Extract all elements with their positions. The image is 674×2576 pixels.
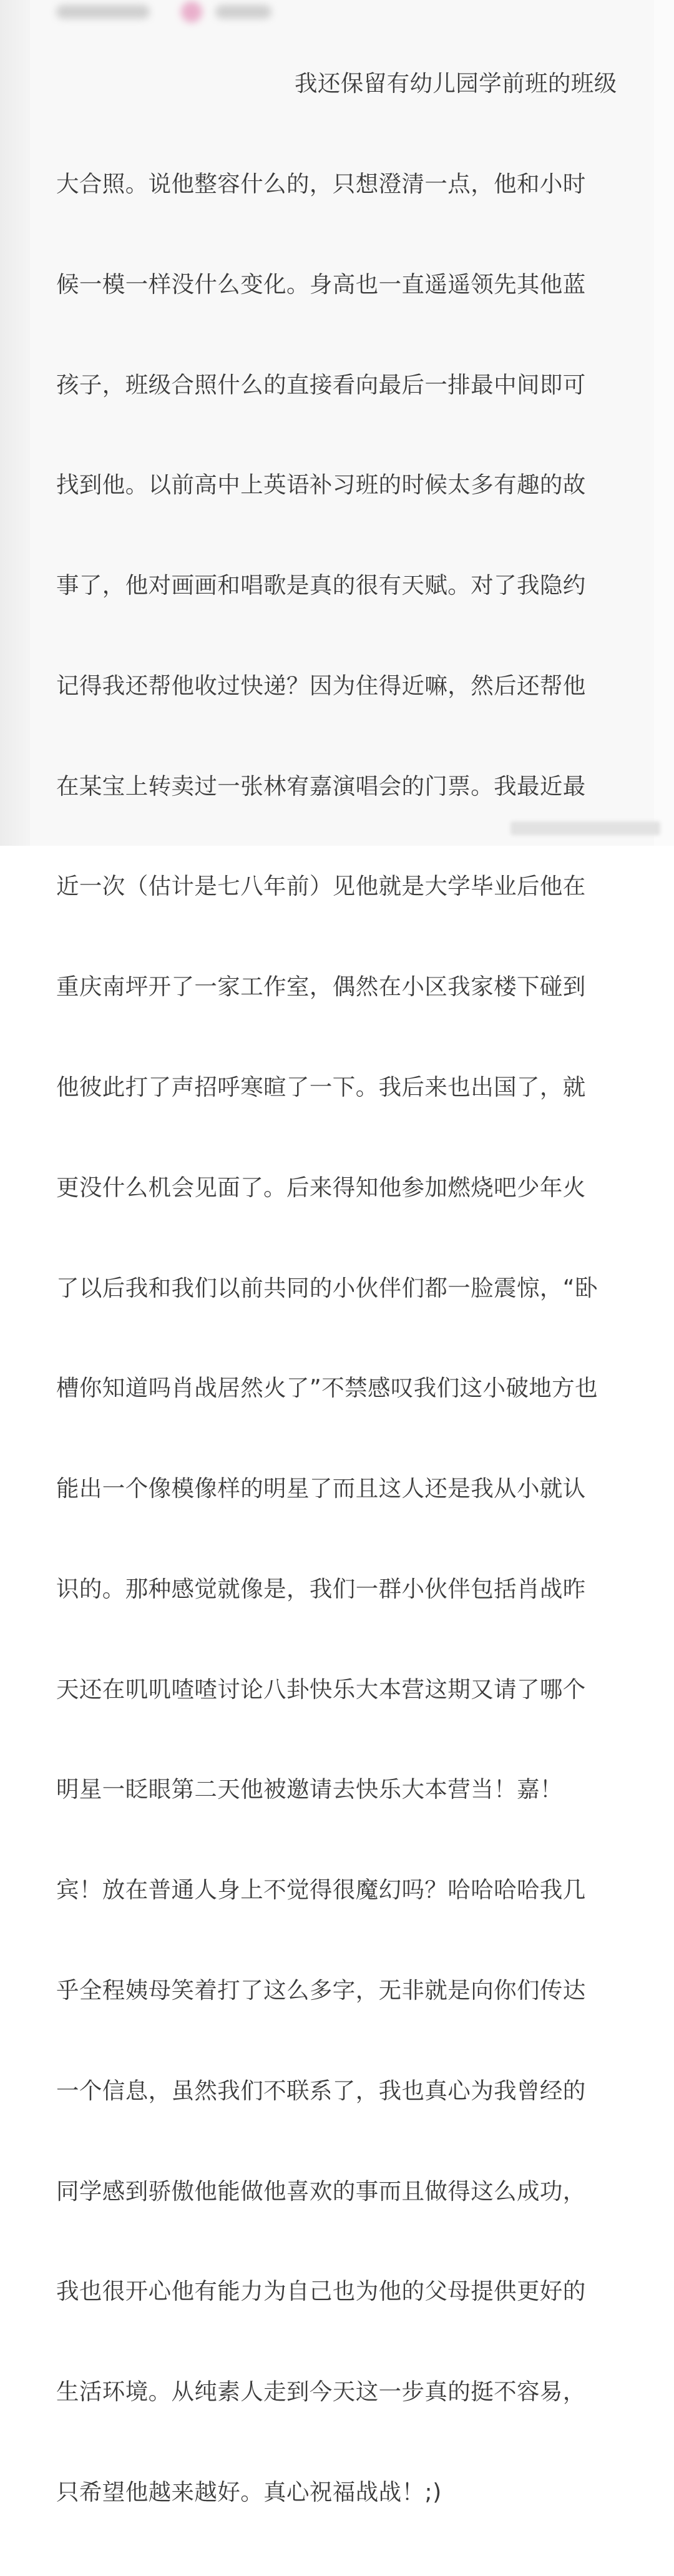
post-line: 候一模一样没什么变化。身高也一直遥遥领先其他蓝 [56,270,586,298]
post-line: 生活环境。从纯素人走到今天这一步真的挺不容易， [56,2378,586,2406]
post-body-text [56,0,637,2576]
post-line: 一个信息，虽然我们不联系了，我也真心为我曾经的 [56,2077,586,2104]
post-line: 重庆南坪开了一家工作室，偶然在小区我家楼下碰到 [56,973,586,1001]
post-line: 近一次（估计是七八年前）见他就是大学毕业后他在 [56,873,586,900]
post-line: 找到他。以前高中上英语补习班的时候太多有趣的故 [56,471,586,499]
post-line: 我还保留有幼儿园学前班的班级 [295,70,617,97]
post-line: 只希望他越来越好。真心祝福战战！;) [56,2478,442,2505]
post-line: 孩子，班级合照什么的直接看向最后一排最中间即可 [56,371,586,398]
post-line: 事了，他对画画和唱歌是真的很有天赋。对了我隐约 [56,572,586,599]
post-line: 宾！放在普通人身上不觉得很魔幻吗？哈哈哈哈我几 [56,1876,586,1904]
post-line: 了以后我和我们以前共同的小伙伴们都一脸震惊，“卧 [56,1274,598,1301]
post-line: 能出一个像模像样的明星了而且这人还是我从小就认 [56,1475,586,1502]
post-line: 更没什么机会见面了。后来得知他参加燃烧吧少年火 [56,1173,586,1201]
post-line: 乎全程姨母笑着打了这么多字，无非就是向你们传达 [56,1977,586,2004]
post-line: 明星一眨眼第二天他被邀请去快乐大本营当！嘉！ [56,1776,563,1803]
post-line: 识的。那种感觉就像是，我们一群小伙伴包括肖战昨 [56,1575,586,1602]
post-line: 槽你知道吗肖战居然火了”不禁感叹我们这小破地方也 [56,1374,598,1402]
post-line: 在某宝上转卖过一张林宥嘉演唱会的门票。我最近最 [56,772,586,800]
post-line: 天还在叽叽喳喳讨论八卦快乐大本营这期又请了哪个 [56,1675,586,1703]
post-line: 同学感到骄傲他能做他喜欢的事而且做得这么成功， [56,2177,586,2205]
post-line: 他彼此打了声招呼寒暄了一下。我后来也出国了，就 [56,1074,586,1100]
post-line: 大合照。说他整容什么的，只想澄清一点，他和小时 [56,170,586,197]
blurred-watermark [510,821,660,835]
post-line: 记得我还帮他收过快递？因为住得近嘛，然后还帮他 [56,672,586,699]
post-line: 我也很开心他有能力为自己也为他的父母提供更好的 [56,2278,586,2305]
